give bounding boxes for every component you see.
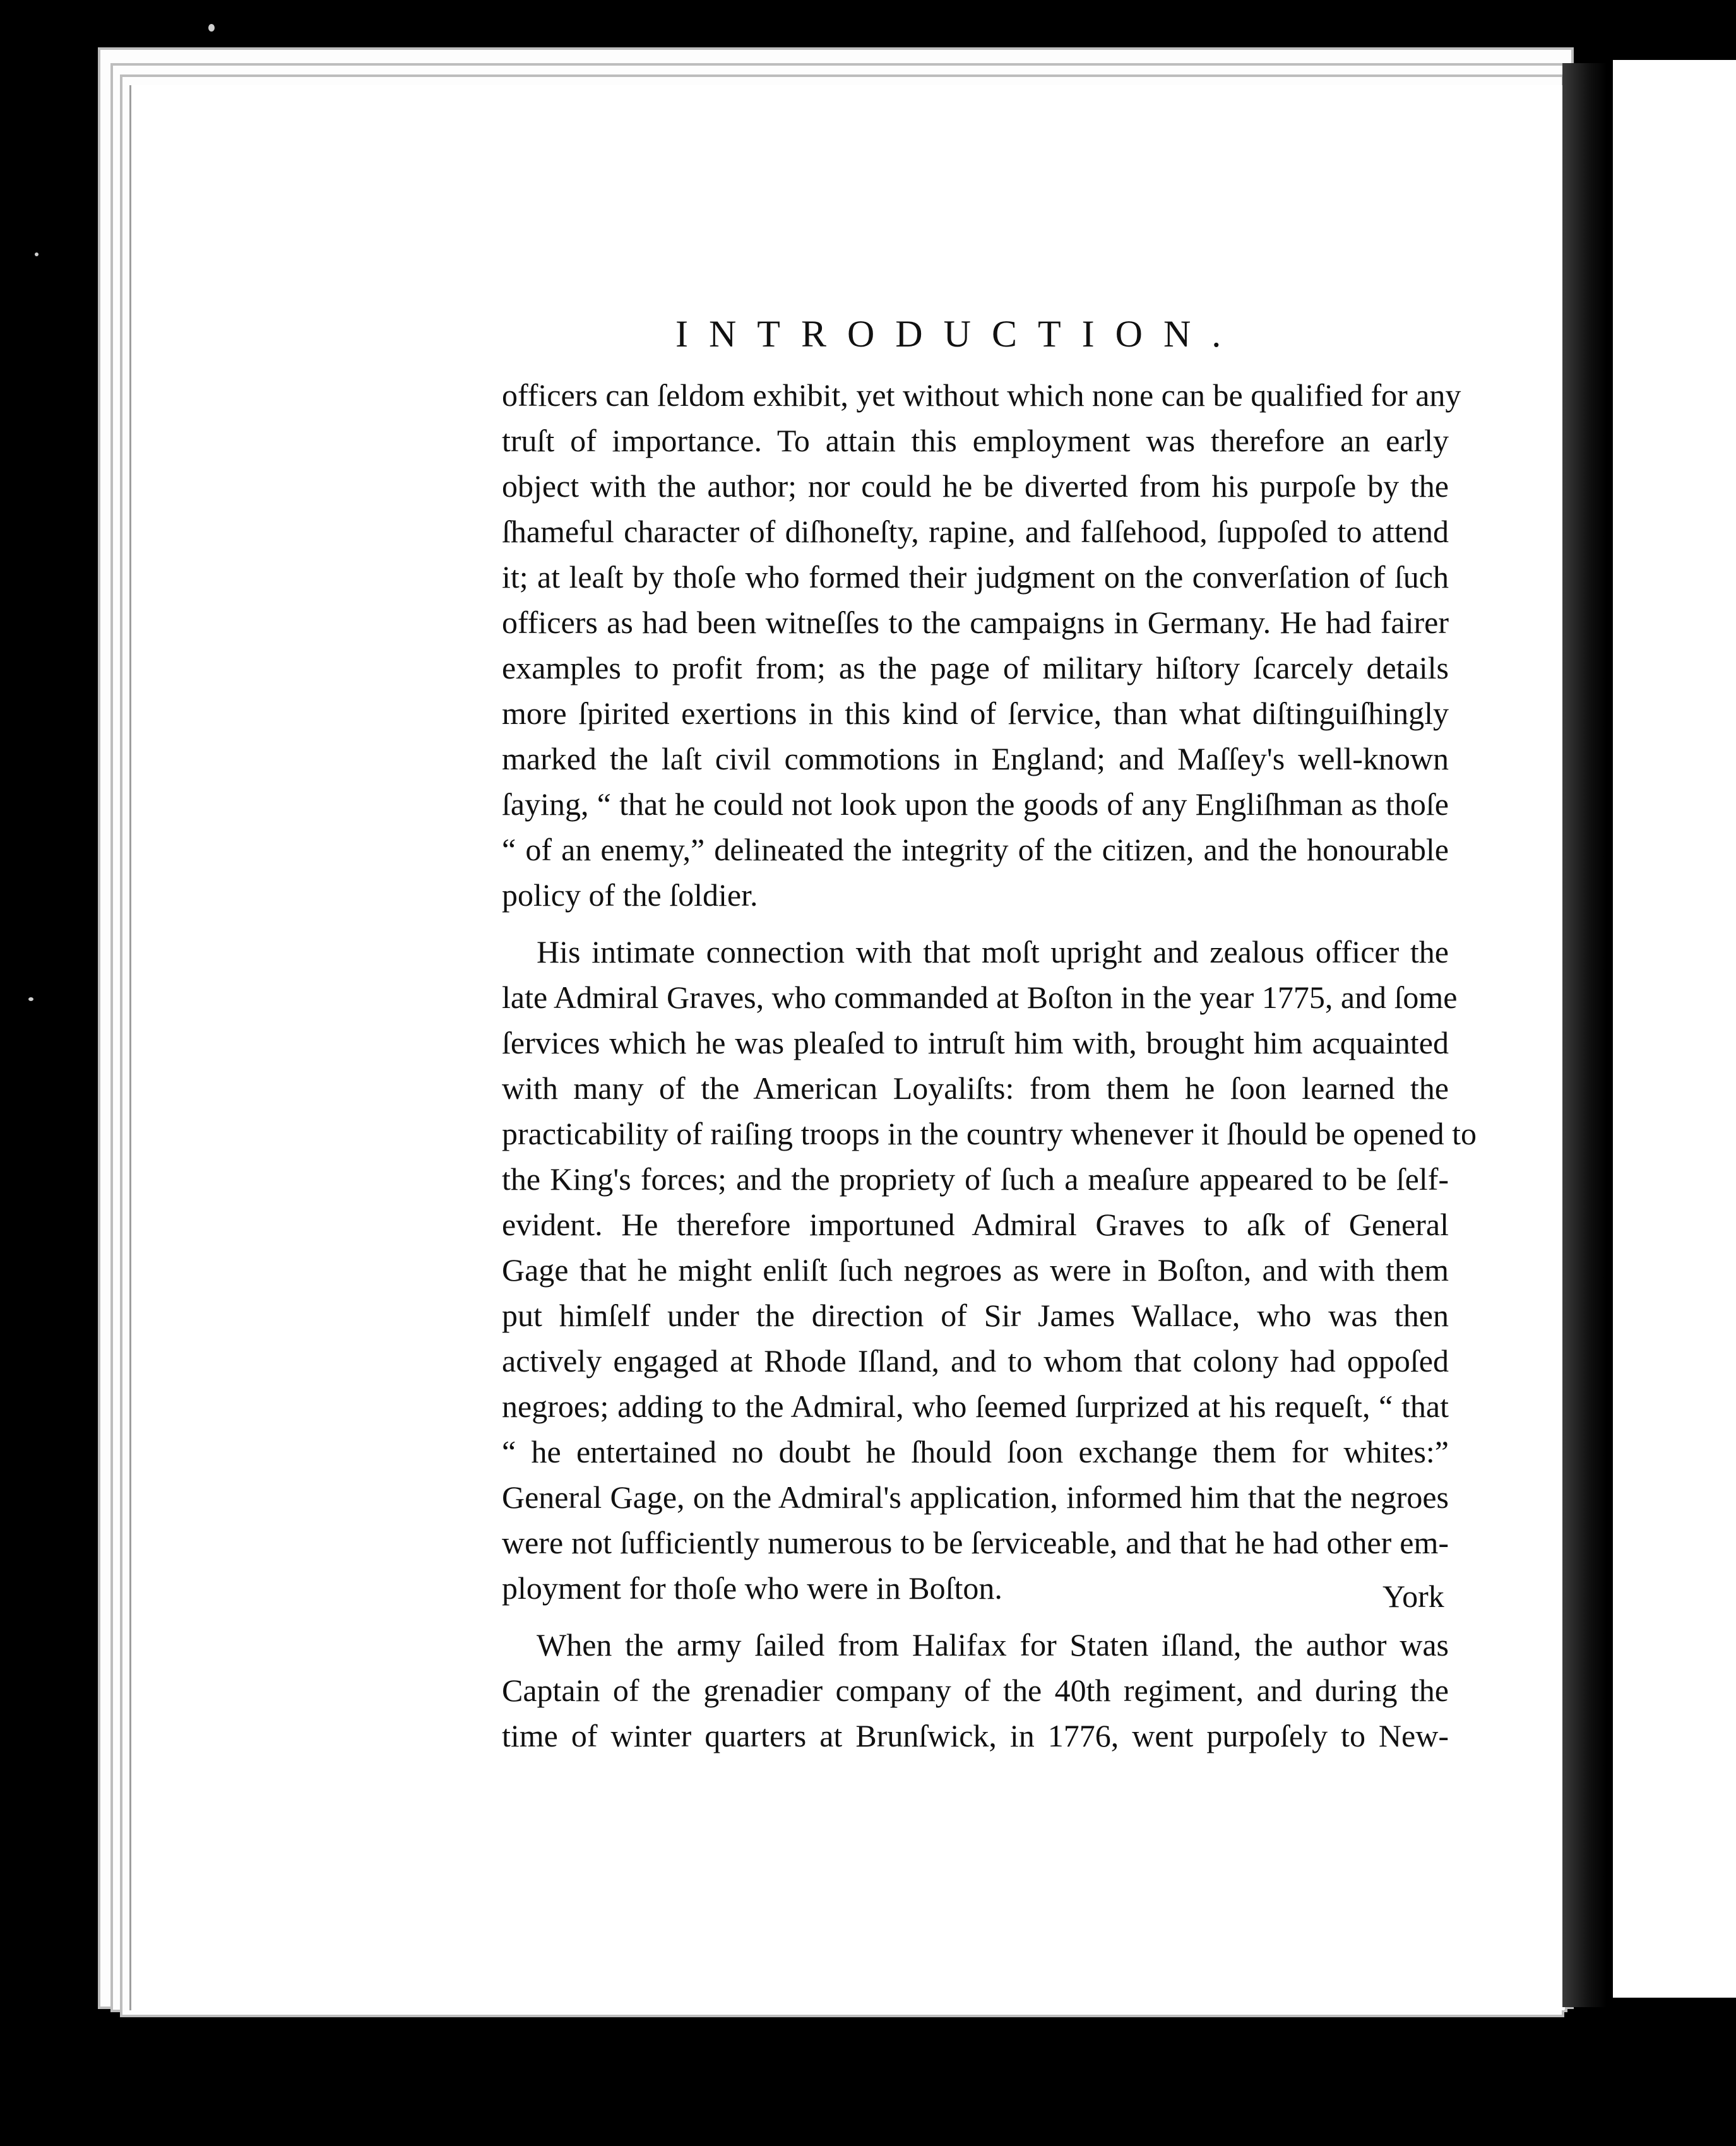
text-line: officers as had been witneſſes to the campaigns in Germany. He had fairer <box>502 605 1449 640</box>
text-line: the King's forces; and the propriety of ſuch a meaſure appeared to be ſelf- <box>502 1161 1449 1197</box>
text-line: actively engaged at Rhode Iſland, and to whom that colony had oppoſed <box>502 1343 1449 1378</box>
text-line: policy of the ſoldier. <box>502 877 758 913</box>
book-gutter <box>1562 63 1607 2007</box>
text-line: ſhameful character of diſhoneſty, rapine, and falſehood, ſuppoſed to attend <box>502 514 1449 549</box>
text-line: it; at leaſt by thoſe who formed their judgment on the converſation of ſuch <box>502 559 1449 595</box>
scan-speck <box>208 24 215 32</box>
text-line: “ of an enemy,” delineated the integrity of the citizen, and the honourable <box>502 832 1449 867</box>
text-line: His intimate connection with that moſt upright and zealous officer the <box>537 934 1449 969</box>
text-line: When the army ſailed from Halifax for Staten iſland, the author was <box>537 1627 1449 1663</box>
text-line: time of winter quarters at Brunſwick, in 1776, went purpoſely to New- <box>502 1718 1449 1753</box>
text-line: put himſelf under the direction of Sir James Wallace, who was then <box>502 1298 1449 1333</box>
text-line: officers can ſeldom exhibit, yet without which none can be qualified for any <box>502 377 1461 413</box>
text-line: more ſpirited exertions in this kind of ſervice, than what diſtinguiſhingly <box>502 696 1449 731</box>
text-line: evident. He therefore importuned Admiral Graves to aſk of General <box>502 1207 1449 1242</box>
text-line: “ he entertained no doubt he ſhould ſoon exchange them for whites:” <box>502 1434 1449 1469</box>
scan-speck <box>35 252 39 256</box>
text-line: with many of the American Loyaliſts: from them he ſoon learned the <box>502 1070 1449 1106</box>
scan-speck <box>28 997 33 1001</box>
body-text <box>502 372 1477 1758</box>
text-line: were not ſufficiently numerous to be ſerviceable, and that he had other em- <box>502 1525 1449 1560</box>
text-line: negroes; adding to the Admiral, who ſeemed ſurprized at his requeſt, “ that <box>502 1389 1449 1424</box>
text-line: ployment for thoſe who were in Boſton. <box>502 1570 1002 1606</box>
text-line: ſaying, “ that he could not look upon the goods of any Engliſhman as thoſe <box>502 786 1449 822</box>
text-line: examples to profit from; as the page of military hiſtory ſcarcely details <box>502 650 1449 685</box>
page-title: INTRODUCTION. <box>675 313 1242 355</box>
text-line: marked the laſt civil commotions in England; and Maſſey's well-known <box>502 741 1449 776</box>
text-line: Captain of the grenadier company of the 40th regiment, and during the <box>502 1673 1449 1708</box>
catchword: York <box>1382 1579 1444 1614</box>
text-line: practicability of raiſing troops in the country whenever it ſhould be opened to <box>502 1116 1477 1151</box>
text-line: Gage that he might enliſt ſuch negroes as were in Boſton, and with them <box>502 1252 1449 1288</box>
text-line: truſt of importance. To attain this employment was therefore an early <box>502 423 1449 458</box>
text-line: object with the author; nor could he be diverted from his purpoſe by the <box>502 468 1449 504</box>
text-line: late Admiral Graves, who commanded at Boſton in the year 1775, and ſome <box>502 980 1458 1015</box>
facing-page-edge <box>1613 60 1736 1998</box>
text-line: General Gage, on the Admiral's application, informed him that the negroes <box>502 1479 1449 1515</box>
text-line: ſervices which he was pleaſed to intruſt him with, brought him acquainted <box>502 1025 1449 1060</box>
